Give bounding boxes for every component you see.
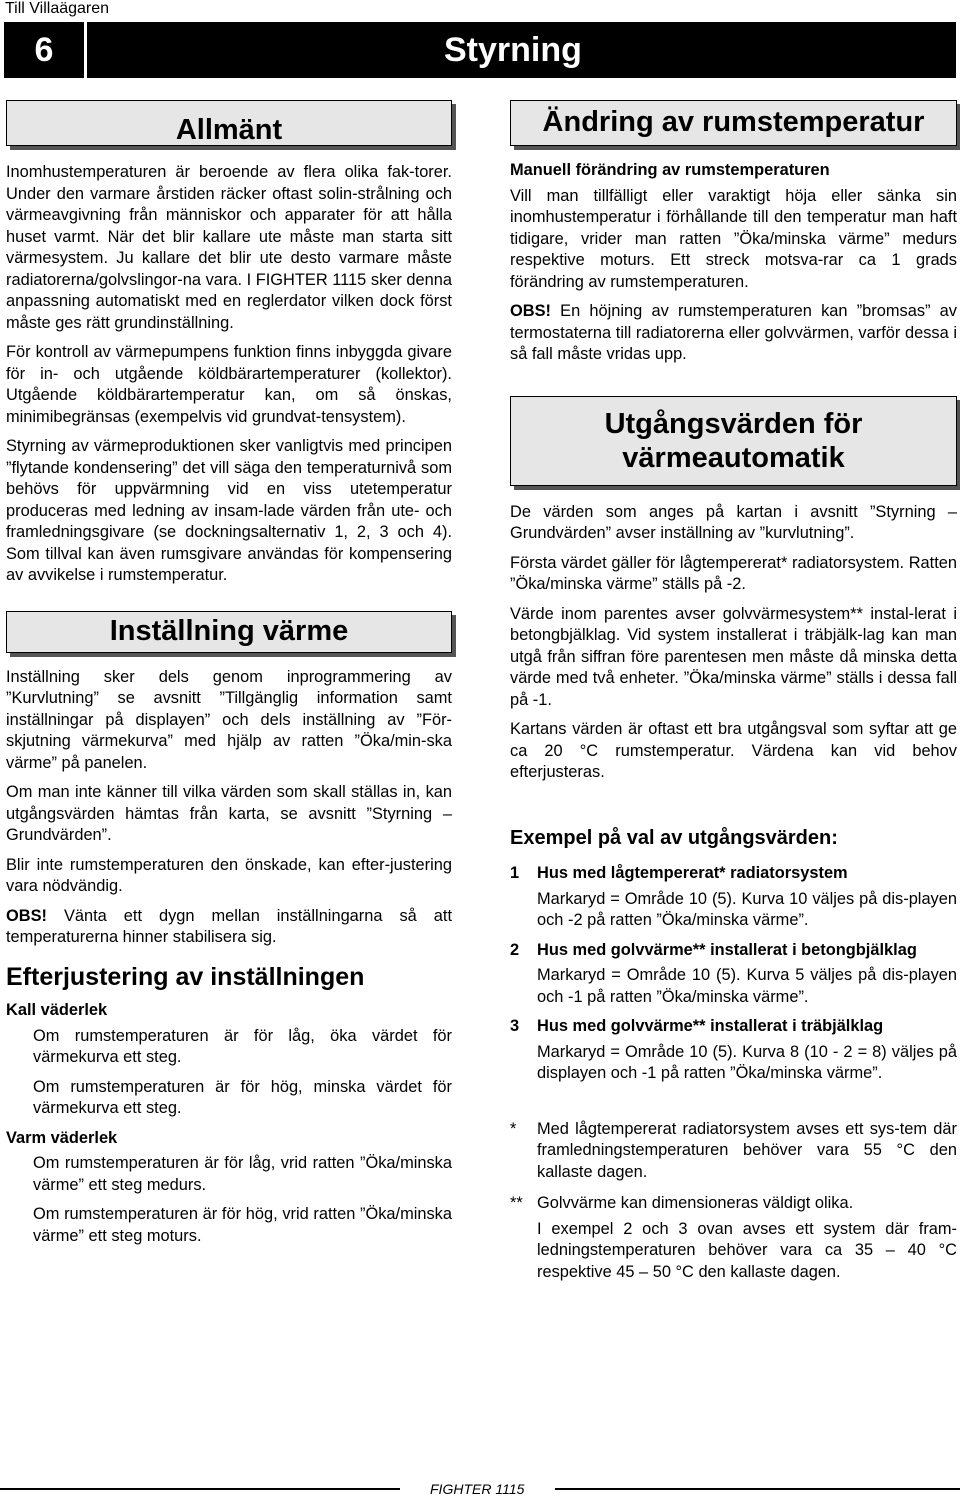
heading-exempel: Exempel på val av utgångsvärden:: [510, 826, 838, 849]
obs-paragraph: [6, 906, 452, 949]
heading-varm-vaderlek: Varm väderlek: [6, 1128, 118, 1147]
heading-manuell: Manuell förändring av rumstemperaturen: [510, 161, 830, 179]
section-title-andring: Ändring av rumstemperatur: [510, 100, 957, 146]
footer-rule: [0, 1488, 400, 1490]
chapter-number: 6: [4, 22, 87, 78]
footnote: [510, 1119, 957, 1188]
list-item: Om rumstemperaturen är för låg, vrid ratten ”Öka/minska värme” ett steg medurs.: [33, 1154, 452, 1194]
section-title-installning: Inställning värme: [6, 611, 452, 653]
footnote-text: Golvvärme kan dimensioneras väldigt olika.: [537, 1194, 854, 1212]
paragraph: Värde inom parentes avser golvvärmesystem** instal-lerat i betongbjälklag. Vid system installerat i träbjälk-lag kan man utgå från siffran före parentesen men måste då minska detta värde med två enheter. ”Öka/minska värme” ställs i dessa fall på -1.: [510, 604, 957, 709]
section-title-utgang: Utgångsvärden för värmeautomatik: [510, 396, 957, 486]
footnote-text: Med lågtempererat radiatorsystem avses ett sys-tem där framledningstemperaturen behöver vara 55 °C den kallaste dagen.: [537, 1119, 957, 1181]
paragraph: Första värdet gäller för lågtempererat* radiatorsystem. Ratten ”Öka/minska värme” ställs på -2.: [510, 553, 957, 593]
heading-efterjustering: Efterjustering av inställningen: [6, 962, 365, 991]
chapter-title: Styrning: [444, 30, 582, 69]
footnote-text: I exempel 2 och 3 ovan avses ett system där fram-ledningstemperaturen behöver vara ca 35 – 40 °C respektive 45 – 50 °C den kallaste dagen.: [537, 1219, 957, 1281]
footnote: [510, 1193, 957, 1287]
example-item: [510, 863, 957, 932]
left-column: [6, 100, 452, 1255]
chapter-header: [4, 22, 956, 78]
example-item: [510, 940, 957, 1009]
obs-text: Vänta ett dygn mellan inställningarna så att temperaturerna hinner stabilisera sig.: [6, 906, 452, 946]
paragraph: För kontroll av värmepumpens funktion finns inbyggda givare för in- och utgående köldbärartemperaturer (kollektor). Utgående köldbärartemperatur kan, om så önskas, minimibegränsas (exempelvis vid grundvat-tensystem).: [6, 343, 452, 426]
list-item: Om rumstemperaturen är för hög, vrid ratten ”Öka/minska värme” ett steg moturs.: [33, 1205, 452, 1245]
obs-label: OBS!: [510, 302, 551, 320]
footnote-mark: **: [510, 1194, 523, 1212]
example-number: 1: [510, 864, 520, 882]
document-section-label: Till Villaägaren: [5, 0, 110, 17]
example-title: Hus med golvvärme** installerat i betongbjälklag: [537, 940, 917, 959]
paragraph: Styrning av värmeproduktionen sker vanligtvis med principen ”flytande kondensering” det vill säga den temperaturnivå som behövs för uppvärmning vid en viss utetemperatur produceras med ledning av insam-lade värden från ute- och framledningsgivare (se dockningsalternativ 1, 2, 3 och 4). Som tillval kan även rumsgivare användas för kompensering av avvikelse i rumstemperatur.: [6, 437, 452, 584]
obs-text: En höjning av rumstemperaturen kan ”bromsas” av termostaterna till radiatorerna eller golvvärmen, varför dessa i så fall måste vridas upp.: [510, 302, 957, 363]
section-title-allmant: Allmänt: [6, 100, 452, 146]
paragraph: Inställning sker dels genom inprogrammering av ”Kurvlutning” se avsnitt ”Tillgänglig information samt inställningar på displayen” och dels inställning av ”För-skjutning värmekurva” med hjälp av ratten ”Öka/min-ska värme” på panelen.: [6, 667, 452, 772]
example-item: [510, 1016, 957, 1085]
obs-paragraph: [510, 301, 957, 366]
heading-kall-vaderlek: Kall väderlek: [6, 1001, 108, 1019]
footer-rule: [555, 1488, 960, 1490]
right-column: [510, 100, 957, 1293]
paragraph: Kartans värden är oftast ett bra utgångsval som syftar att ge ca 20 °C rumstemperatur. Värdena kan vid behov efterjusteras.: [510, 720, 957, 781]
paragraph: Om man inte känner till vilka värden som skall ställas in, kan utgångsvärden hämtas från karta, se avsnitt ”Styrning – Grundvärden”.: [6, 783, 452, 844]
example-text: Markaryd = Område 10 (5). Kurva 8 (10 - 2 = 8) väljes på displayen och -1 på ratten ”Öka/minska värme”.: [537, 1042, 957, 1082]
paragraph: De värden som anges på kartan i avsnitt ”Styrning – Grundvärden” avser inställning av ”kurvlutning”.: [510, 502, 957, 542]
obs-label: OBS!: [6, 906, 47, 925]
example-text: Markaryd = Område 10 (5). Kurva 10 väljes på dis-playen och -2 på ratten ”Öka/minska värme”.: [537, 889, 957, 929]
footnote-mark: *: [510, 1119, 517, 1138]
example-title: Hus med golvvärme** installerat i träbjälklag: [537, 1017, 884, 1035]
example-number: 2: [510, 940, 520, 959]
example-number: 3: [510, 1017, 520, 1035]
paragraph: Blir inte rumstemperaturen den önskade, kan efter-justering vara nödvändig.: [6, 855, 452, 895]
list-item: Om rumstemperaturen är för hög, minska värdet för värmekurva ett steg.: [33, 1077, 452, 1117]
paragraph: Vill man tillfälligt eller varaktigt höja eller sänka sin inomhustemperatur i förhållande till den temperatur man haft tidigare, vrider man ratten ”Öka/minska värme” medurs respektive moturs. Ett streck motsva-rar ca 1 grads förändring av rumstemperaturen.: [510, 186, 957, 291]
footer-product-name: FIGHTER 1115: [430, 1481, 525, 1497]
example-text: Markaryd = Område 10 (5). Kurva 5 väljes på dis-playen och -1 på ratten ”Öka/minska värme”.: [537, 966, 957, 1006]
paragraph: Inomhustemperaturen är beroende av flera olika fak-torer. Under den varmare årstiden räcker oftast solin-strålning och värmeavgivning från människor och apparater för att hålla huset varmt. När det blir kallare ute måste man starta sitt värmesystem. Ju kallare det blir ute desto varmare måste radiatorerna/golvslingor-na vara. I FIGHTER 1115 sker denna anpassning automatiskt med en reglerdator vilken dock först måste ges rätt grundinställning.: [6, 163, 452, 332]
example-title: Hus med lågtempererat* radiatorsystem: [537, 864, 848, 882]
list-item: Om rumstemperaturen är för låg, öka värdet för värmekurva ett steg.: [33, 1026, 452, 1066]
